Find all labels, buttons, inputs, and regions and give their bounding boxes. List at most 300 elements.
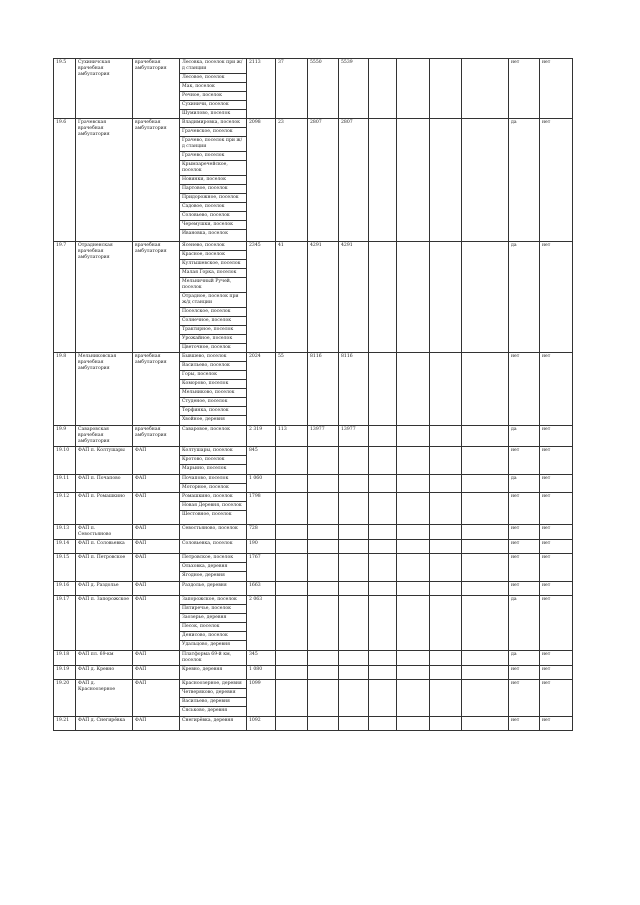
settlement-item: Речное, поселок — [180, 92, 246, 101]
settlements-cell — [180, 582, 247, 596]
facility-name: ФАП д. Раздолье — [76, 582, 133, 596]
empty-cell — [369, 242, 397, 353]
status-cell: да — [509, 426, 540, 447]
facility-type: ФАП — [133, 666, 180, 680]
value-cell: 190 — [247, 540, 276, 554]
empty-cell — [397, 666, 430, 680]
empty-cell — [369, 596, 397, 651]
settlement-item: Култышевское, поселок — [180, 260, 246, 269]
table-row — [54, 582, 573, 596]
status-cell: нет — [540, 242, 573, 353]
value-cell: 2807 — [339, 119, 369, 242]
empty-cell — [397, 475, 430, 493]
empty-cell — [430, 525, 462, 540]
settlement-item: Черемушки, поселок — [180, 221, 246, 230]
settlement-item: Владимировка, поселок — [180, 119, 246, 128]
table-body — [54, 59, 573, 731]
row-number: 19.9 — [54, 426, 76, 447]
facility-name: ФАП пл. 69-км — [76, 651, 133, 666]
value-cell — [308, 540, 339, 554]
table-row — [54, 651, 573, 666]
facility-name: ФАП д. Кревно — [76, 666, 133, 680]
settlements-cell — [180, 426, 247, 447]
table-row — [54, 554, 573, 582]
value-cell — [276, 680, 308, 717]
value-cell: 23 — [276, 119, 308, 242]
row-number: 19.10 — [54, 447, 76, 475]
table-row — [54, 680, 573, 717]
settlement-item: Цветочное, поселок — [182, 345, 231, 350]
empty-cell — [369, 666, 397, 680]
settlements-cell — [180, 119, 247, 242]
empty-cell — [397, 242, 430, 353]
facility-type: врачебная амбулатория — [133, 242, 180, 353]
empty-cell — [462, 119, 509, 242]
value-cell: 13977 — [339, 426, 369, 447]
facility-name: ФАП п. Соловьевка — [76, 540, 133, 554]
settlement-item: Красное, поселок — [180, 251, 246, 260]
value-cell: 2113 — [247, 59, 276, 119]
facility-name: ФАП д. Красноозерное — [76, 680, 133, 717]
value-cell — [308, 493, 339, 525]
empty-cell — [462, 426, 509, 447]
value-cell: 1 080 — [247, 666, 276, 680]
empty-cell — [430, 426, 462, 447]
empty-cell — [462, 59, 509, 119]
empty-cell — [462, 717, 509, 731]
facility-name: Отрадненская врачебная амбулатория — [76, 242, 133, 353]
settlement-item: Коморово, поселок — [180, 380, 246, 389]
row-number: 19.11 — [54, 475, 76, 493]
empty-cell — [369, 540, 397, 554]
value-cell — [276, 554, 308, 582]
facility-type: ФАП — [133, 493, 180, 525]
empty-cell — [369, 426, 397, 447]
settlement-item: Снегирёвка, деревня — [182, 718, 234, 723]
settlement-item: Шумилово, поселок — [182, 111, 231, 116]
settlements-cell — [180, 475, 247, 493]
status-cell: нет — [540, 651, 573, 666]
empty-cell — [462, 353, 509, 426]
empty-cell — [462, 582, 509, 596]
settlement-item: Ягодное, деревня — [182, 573, 225, 578]
empty-cell — [462, 596, 509, 651]
value-cell — [339, 493, 369, 525]
status-cell: нет — [540, 717, 573, 731]
status-cell: нет — [509, 353, 540, 426]
settlement-item: Ромашкино, поселок — [180, 493, 246, 502]
row-number: 19.8 — [54, 353, 76, 426]
empty-cell — [430, 353, 462, 426]
facility-type: ФАП — [133, 680, 180, 717]
table-row — [54, 447, 573, 475]
value-cell: 1092 — [247, 717, 276, 731]
value-cell — [339, 651, 369, 666]
value-cell — [276, 447, 308, 475]
empty-cell — [430, 119, 462, 242]
settlement-item: Грачевское, поселок — [180, 128, 246, 137]
status-cell: да — [509, 119, 540, 242]
table-row — [54, 59, 573, 119]
facility-type: врачебная амбулатория — [133, 119, 180, 242]
empty-cell — [397, 582, 430, 596]
settlement-item: Моторное, поселок — [182, 485, 229, 490]
value-cell — [308, 680, 339, 717]
empty-cell — [397, 493, 430, 525]
settlement-item: Васильево, поселок — [180, 362, 246, 371]
settlement-item: Терфинка, поселок — [180, 407, 246, 416]
empty-cell — [462, 493, 509, 525]
settlement-item: Пятиречье, поселок — [180, 605, 246, 614]
empty-cell — [462, 475, 509, 493]
settlements-cell — [180, 651, 247, 666]
status-cell: нет — [509, 666, 540, 680]
status-cell: да — [509, 242, 540, 353]
settlement-item: Раздолье, деревня — [182, 583, 227, 588]
value-cell: 845 — [247, 447, 276, 475]
empty-cell — [369, 717, 397, 731]
value-cell — [339, 666, 369, 680]
value-cell — [276, 540, 308, 554]
value-cell: 2 063 — [247, 596, 276, 651]
settlement-item: Мельничный Ручей, поселок — [180, 278, 246, 293]
facility-type: ФАП — [133, 596, 180, 651]
empty-cell — [430, 554, 462, 582]
settlements-cell — [180, 525, 247, 540]
empty-cell — [369, 447, 397, 475]
settlement-item: Крымзаречейское, поселок — [180, 161, 246, 176]
status-cell: нет — [509, 525, 540, 540]
settlement-item: Грачево, поселок при ж/д станции — [180, 137, 246, 152]
table-row — [54, 596, 573, 651]
empty-cell — [369, 525, 397, 540]
settlement-item: Урожайное, поселок — [180, 335, 246, 344]
facility-type: врачебная амбулатория — [133, 59, 180, 119]
facility-type: врачебная амбулатория — [133, 426, 180, 447]
empty-cell — [397, 554, 430, 582]
empty-cell — [462, 680, 509, 717]
settlements-cell — [180, 717, 247, 731]
settlements-cell — [180, 242, 247, 353]
empty-cell — [397, 353, 430, 426]
table-row — [54, 353, 573, 426]
status-cell: нет — [509, 582, 540, 596]
facility-type: ФАП — [133, 540, 180, 554]
settlement-item: Ясенево, поселок — [180, 242, 246, 251]
settlement-item: Четверяково, деревня — [180, 689, 246, 698]
empty-cell — [462, 447, 509, 475]
status-cell: нет — [540, 353, 573, 426]
empty-cell — [430, 59, 462, 119]
empty-cell — [369, 554, 397, 582]
status-cell: нет — [509, 447, 540, 475]
value-cell — [339, 717, 369, 731]
empty-cell — [430, 475, 462, 493]
facility-name: ФАП п. Петровское — [76, 554, 133, 582]
empty-cell — [462, 651, 509, 666]
value-cell — [339, 525, 369, 540]
table-row — [54, 525, 573, 540]
settlement-item: Придорожное, поселок — [180, 194, 246, 203]
value-cell — [276, 525, 308, 540]
facility-type: ФАП — [133, 447, 180, 475]
empty-cell — [397, 525, 430, 540]
facility-name: Грачевская врачебная амбулатория — [76, 119, 133, 242]
settlement-item: Запорожское, поселок — [180, 596, 246, 605]
settlement-item: Грачево, поселок — [180, 152, 246, 161]
value-cell: 41 — [276, 242, 308, 353]
status-cell: нет — [509, 554, 540, 582]
table-row — [54, 242, 573, 353]
empty-cell — [430, 717, 462, 731]
table-row — [54, 717, 573, 731]
value-cell — [308, 596, 339, 651]
row-number: 19.18 — [54, 651, 76, 666]
value-cell — [276, 475, 308, 493]
status-cell: нет — [540, 447, 573, 475]
settlement-item: Кротово, поселок — [180, 456, 246, 465]
value-cell — [308, 475, 339, 493]
value-cell: 1767 — [247, 554, 276, 582]
empty-cell — [397, 426, 430, 447]
facility-type: ФАП — [133, 717, 180, 731]
value-cell: 2024 — [247, 353, 276, 426]
settlement-item: Кревно, деревня — [182, 667, 223, 672]
value-cell — [308, 554, 339, 582]
settlement-item: Лесовка, поселок при ж/д станции — [180, 59, 246, 74]
settlement-item: Хвойное, деревня — [182, 417, 225, 422]
value-cell — [276, 717, 308, 731]
settlement-item: Лесовое, поселок — [180, 74, 246, 83]
facility-type: врачебная амбулатория — [133, 353, 180, 426]
empty-cell — [369, 119, 397, 242]
empty-cell — [430, 540, 462, 554]
settlements-cell — [180, 59, 247, 119]
status-cell: нет — [540, 666, 573, 680]
row-number: 19.5 — [54, 59, 76, 119]
settlements-cell — [180, 554, 247, 582]
settlement-item: Горы, поселок — [180, 371, 246, 380]
empty-cell — [397, 119, 430, 242]
value-cell: 728 — [247, 525, 276, 540]
empty-cell — [430, 242, 462, 353]
table-row — [54, 119, 573, 242]
status-cell: нет — [509, 59, 540, 119]
row-number: 19.13 — [54, 525, 76, 540]
facility-type: ФАП — [133, 651, 180, 666]
status-cell: нет — [540, 493, 573, 525]
empty-cell — [397, 596, 430, 651]
value-cell: 1099 — [247, 680, 276, 717]
status-cell: нет — [509, 717, 540, 731]
empty-cell — [462, 242, 509, 353]
value-cell — [339, 582, 369, 596]
settlements-cell — [180, 666, 247, 680]
row-number: 19.20 — [54, 680, 76, 717]
value-cell — [276, 666, 308, 680]
value-cell — [339, 554, 369, 582]
facility-type: ФАП — [133, 475, 180, 493]
value-cell: 2345 — [247, 242, 276, 353]
table-row — [54, 426, 573, 447]
status-cell: да — [509, 596, 540, 651]
empty-cell — [462, 540, 509, 554]
empty-cell — [462, 525, 509, 540]
settlement-item: Бывшево, поселок — [180, 353, 246, 362]
settlements-cell — [180, 680, 247, 717]
value-cell: 2098 — [247, 119, 276, 242]
settlement-item: Почапово, поселок — [180, 475, 246, 484]
value-cell: 4291 — [308, 242, 339, 353]
settlement-item: Красноозерное, деревня — [180, 680, 246, 689]
settlement-item: Студеное, поселок — [180, 398, 246, 407]
value-cell — [339, 475, 369, 493]
empty-cell — [397, 651, 430, 666]
facilities-table — [53, 58, 573, 731]
row-number: 19.16 — [54, 582, 76, 596]
settlement-item: Платформа 69-й км, поселок — [182, 652, 232, 663]
status-cell: нет — [540, 119, 573, 242]
empty-cell — [430, 666, 462, 680]
settlements-cell — [180, 540, 247, 554]
facility-name: ФАП п. Ромашкино — [76, 493, 133, 525]
settlements-cell — [180, 353, 247, 426]
settlements-cell — [180, 447, 247, 475]
settlement-item: Новая Деревня, поселок — [180, 502, 246, 511]
empty-cell — [430, 596, 462, 651]
value-cell — [276, 651, 308, 666]
settlement-item: Мак, поселок — [180, 83, 246, 92]
facility-name: ФАП п. Запорожское — [76, 596, 133, 651]
settlement-item: Малая Горка, поселок — [180, 269, 246, 278]
value-cell — [276, 596, 308, 651]
status-cell: нет — [540, 554, 573, 582]
facility-type: ФАП — [133, 554, 180, 582]
value-cell: 2807 — [308, 119, 339, 242]
facility-name: ФАП п. Севостьяново — [76, 525, 133, 540]
settlement-item: Мельниково, поселок — [180, 389, 246, 398]
value-cell: 113 — [276, 426, 308, 447]
status-cell: нет — [540, 680, 573, 717]
settlement-item: Васильево, деревня — [180, 698, 246, 707]
facility-name: Мельниковская врачебная амбулатория — [76, 353, 133, 426]
row-number: 19.6 — [54, 119, 76, 242]
value-cell — [339, 447, 369, 475]
value-cell: 5550 — [308, 59, 339, 119]
status-cell: нет — [540, 475, 573, 493]
value-cell — [339, 680, 369, 717]
status-cell: нет — [540, 596, 573, 651]
value-cell: 4291 — [339, 242, 369, 353]
settlement-item: Партовое, поселок — [180, 185, 246, 194]
status-cell: нет — [540, 540, 573, 554]
value-cell: 8116 — [339, 353, 369, 426]
settlement-item: Сяськово, деревня — [182, 708, 228, 713]
settlement-item: Соловьево, поселок — [180, 212, 246, 221]
facility-name: ФАП п. Почапово — [76, 475, 133, 493]
settlement-item: Отрадное, поселок при ж/д станции — [180, 293, 246, 308]
value-cell — [308, 651, 339, 666]
settlements-cell — [180, 493, 247, 525]
row-number: 19.7 — [54, 242, 76, 353]
empty-cell — [397, 59, 430, 119]
value-cell: 55 — [276, 353, 308, 426]
status-cell: да — [509, 475, 540, 493]
row-number: 19.15 — [54, 554, 76, 582]
empty-cell — [462, 666, 509, 680]
facility-type: ФАП — [133, 582, 180, 596]
facility-name: Сухиничская врачебная амбулатория — [76, 59, 133, 119]
settlement-item: Ивановка, поселок — [182, 231, 228, 236]
value-cell: 1663 — [247, 582, 276, 596]
empty-cell — [397, 447, 430, 475]
settlement-item: Севостьяново, поселок — [182, 526, 238, 531]
status-cell: нет — [540, 426, 573, 447]
value-cell — [308, 717, 339, 731]
empty-cell — [369, 651, 397, 666]
status-cell: нет — [540, 582, 573, 596]
settlement-item: Новинки, поселок — [180, 176, 246, 185]
value-cell — [276, 493, 308, 525]
settlement-item: Ольховка, деревня — [180, 563, 246, 572]
empty-cell — [369, 582, 397, 596]
empty-cell — [397, 540, 430, 554]
table-row — [54, 475, 573, 493]
empty-cell — [430, 680, 462, 717]
empty-cell — [430, 582, 462, 596]
settlement-item: Солнечное, поселок — [180, 317, 246, 326]
value-cell: 345 — [247, 651, 276, 666]
status-cell: нет — [509, 680, 540, 717]
settlement-item: Сухиничи, поселок — [180, 101, 246, 110]
empty-cell — [369, 353, 397, 426]
value-cell — [339, 540, 369, 554]
document-page — [53, 58, 572, 731]
settlement-item: Садовое, поселок — [180, 203, 246, 212]
settlement-item: Песок, поселок — [180, 623, 246, 632]
empty-cell — [369, 493, 397, 525]
row-number: 19.21 — [54, 717, 76, 731]
empty-cell — [430, 493, 462, 525]
value-cell: 1798 — [247, 493, 276, 525]
value-cell: 2 319 — [247, 426, 276, 447]
settlement-item: Удальцово, деревня — [182, 642, 231, 647]
facility-name: ФАП д. Снегирёвка — [76, 717, 133, 731]
status-cell: нет — [509, 493, 540, 525]
value-cell: 13977 — [308, 426, 339, 447]
table-row — [54, 666, 573, 680]
settlement-item: Денисово, поселок — [180, 632, 246, 641]
settlements-cell — [180, 596, 247, 651]
facility-name: Саваровская врачебная амбулатория — [76, 426, 133, 447]
settlement-item: Петровское, поселок — [180, 554, 246, 563]
value-cell — [308, 525, 339, 540]
empty-cell — [369, 475, 397, 493]
settlement-item: Саваровое, поселок — [182, 427, 230, 432]
settlement-item: Марьино, поселок — [182, 466, 227, 471]
row-number: 19.14 — [54, 540, 76, 554]
empty-cell — [430, 651, 462, 666]
value-cell: 8116 — [308, 353, 339, 426]
value-cell: 37 — [276, 59, 308, 119]
value-cell — [308, 447, 339, 475]
row-number: 19.19 — [54, 666, 76, 680]
empty-cell — [369, 59, 397, 119]
facility-type: ФАП — [133, 525, 180, 540]
row-number: 19.12 — [54, 493, 76, 525]
settlement-item: Соловьевка, поселок — [182, 541, 233, 546]
value-cell: 1 060 — [247, 475, 276, 493]
